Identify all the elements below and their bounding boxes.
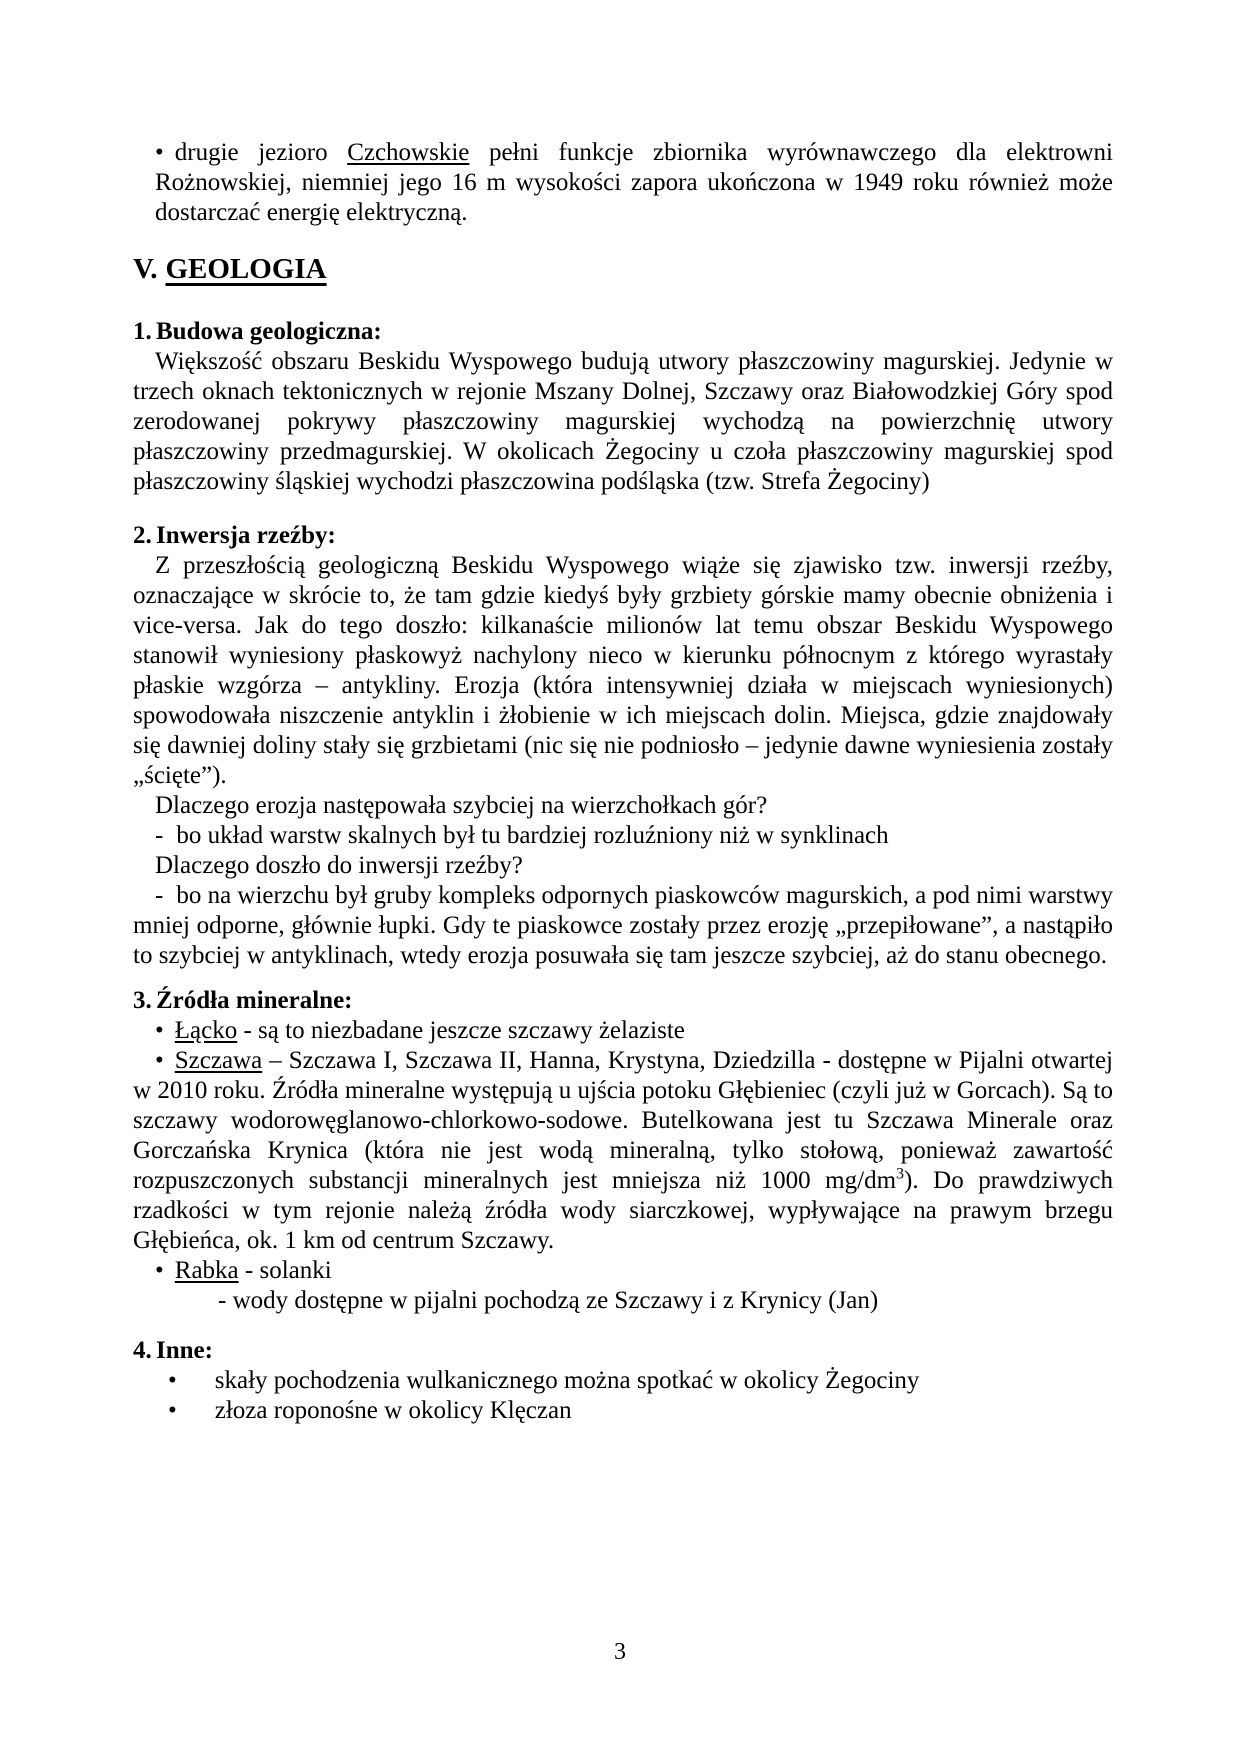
chapter-title: GEOLOGIA (165, 253, 327, 285)
chapter-heading (133, 248, 1113, 290)
intro-text-after: pełni funkcje zbiornika wyrównawczego dla elektrowni Rożnowskiej, niemniej jego 16 m wysokości zapora ukończona w 1949 roku również może dostarczać energię elektryczną. (155, 139, 1113, 226)
bullet-item-volcanic-rocks (133, 1366, 1113, 1396)
oil-deposits-text: złoza roponośne w okolicy Klęczan (214, 1397, 572, 1424)
section-1-heading (133, 317, 1113, 347)
bullet-icon: • (155, 1257, 164, 1284)
dash-marker: - (155, 882, 164, 909)
bullet-item-oil-deposits (133, 1396, 1113, 1426)
bullet-icon: • (168, 1367, 177, 1394)
section-2-title: Inwersja rzeźby: (156, 522, 336, 549)
intro-bullet-item (155, 138, 1113, 228)
superscript-3: 3 (896, 1165, 905, 1183)
bullet-icon: • (168, 1397, 177, 1424)
section-3-number: 3. (133, 987, 152, 1014)
lacko-text: - są to niezbadane jeszcze szczawy żelaziste (237, 1017, 685, 1044)
rabka-text: - solanki (238, 1257, 332, 1284)
chapter-numeral: V. (133, 253, 158, 285)
underlined-term-rabka: Rabka (174, 1257, 239, 1284)
bullet-icon: • (155, 1017, 164, 1044)
answer-1-text: bo układ warstw skalnych był tu bardziej rozluźniony niż w synklinach (176, 822, 889, 849)
page-number: 3 (614, 1639, 626, 1665)
section-1-number: 1. (133, 318, 152, 345)
section-1-paragraph: Większość obszaru Beskidu Wyspowego budują utwory płaszczowiny magurskiej. Jedynie w trzech oknach tektonicznych w rejonie Mszany Dolnej, Szczawy oraz Białowodzkiej Góry spod zerodowanej pokrywy płaszczowiny magurskiej wychodzą na powierzchnię utwory płaszczowiny przedmagurskiej. W okolicach Żegociny u czoła płaszczowiny magurskiej spod płaszczowiny śląskiej wychodzi płaszczowina podśląska (tzw. Strefa Żegociny) (133, 348, 1113, 495)
section-3-title: Źródła mineralne: (156, 987, 353, 1014)
question-line-1: Dlaczego erozja następowała szybciej na wierzchołkach gór? (155, 792, 768, 819)
underlined-term-lacko: Łącko (174, 1017, 238, 1044)
underlined-term-szczawa: Szczawa (174, 1047, 263, 1074)
section-2-number: 2. (133, 522, 152, 549)
section-2-paragraph: Z przeszłością geologiczną Beskidu Wyspowego wiąże się zjawisko tzw. inwersji rzeźby, oznaczające w skrócie to, że tam gdzie kiedyś były grzbiety górskie mamy obecnie obniżenia i vice-versa. Jak do tego doszło: kilkanaście milionów lat temu obszar Beskidu Wyspowego stanowił wyniesiony płaskowyż nachylony nieco w kierunku północnym z którego wyrastały płaskie wzgórza – antykliny. Erozja (która intensywniej działa w miejscach wyniesionych) spowodowała niszczenie antyklin i żłobienie w ich miejscach dolin. Miejsca, gdzie znajdowały się dawniej doliny stały się grzbietami (nic się nie podniosło – jedynie dawne wyniesienia zostały „ścięte”). (133, 552, 1113, 789)
section-2-heading (133, 521, 1113, 551)
intro-text-before: drugie jezioro (174, 139, 348, 166)
section-4-title: Inne: (156, 1337, 213, 1364)
bullet-item-lacko (133, 1016, 1113, 1046)
section-4-heading (133, 1336, 1113, 1366)
section-4-number: 4. (133, 1337, 152, 1364)
bullet-icon: • (155, 139, 164, 166)
section-1-title: Budowa geologiczna: (156, 318, 382, 345)
underlined-term-czchowskie: Czchowskie (347, 139, 470, 166)
volcanic-rocks-text: skały pochodzenia wulkanicznego można spotkać w okolicy Żegociny (214, 1367, 920, 1394)
bullet-item-szczawa (133, 1046, 1113, 1256)
szczawa-text-part2: ). Do prawdziwych rzadkości w tym rejonie należą źródła wody siarczkowej, wypływające na prawym brzegu Głębieńca, ok. 1 km od centrum Szczawy. (133, 1167, 1113, 1254)
dash-marker: - (155, 822, 164, 849)
szczawa-text-part1: – Szczawa I, Szczawa II, Hanna, Krystyna, Dziedzilla - dostępne w Pijalni otwartej w 2010 roku. Źródła mineralne występują u ujścia potoku Głębieniec (czyli już w Gorcach). Są to szczawy wodorowęglanowo-chlorkowo-sodowe. Butelkowana jest tu Szczawa Minerale oraz Gorczańska Krynica (która nie jest wodą mineralną, tylko stołową, ponieważ zawartość rozpuszczonych substancji mineralnych jest mniejsza niż 1000 mg/dm (133, 1047, 1113, 1194)
bullet-item-rabka (133, 1256, 1113, 1286)
bullet-icon: • (155, 1047, 164, 1074)
question-line-2: Dlaczego doszło do inwersji rzeźby? (155, 852, 523, 879)
answer-2-text: bo na wierzchu był gruby kompleks odpornych piaskowców magurskich, a pod nimi warstwy mniej odporne, głównie łupki. Gdy te piaskowce zostały przez erozję „przepiłowane”, a nastąpiło to szybciej w antyklinach, wtedy erozja posuwała się tam jeszcze szybciej, aż do stanu obecnego. (133, 882, 1113, 969)
section-3-heading (133, 986, 1113, 1016)
rabka-continuation-line: - wody dostępne w pijalni pochodzą ze Szczawy i z Krynicy (Jan) (218, 1287, 879, 1314)
answer-line-2 (133, 881, 1113, 971)
answer-line-1 (133, 821, 1113, 851)
